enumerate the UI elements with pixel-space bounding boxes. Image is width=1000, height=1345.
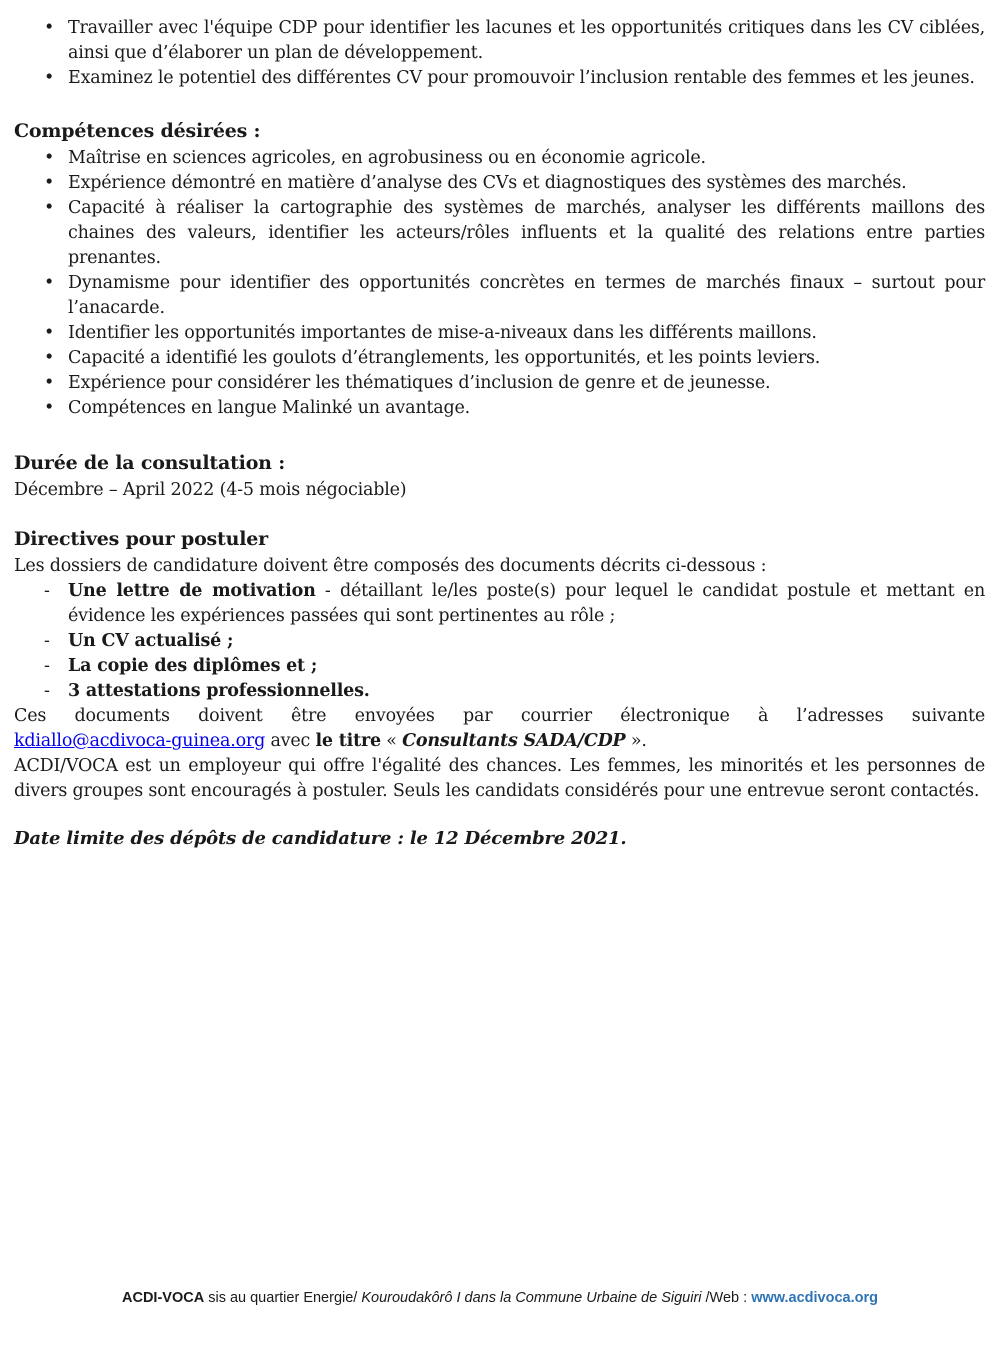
list-item <box>14 629 985 654</box>
job-title-reference: Consultants SADA/CDP <box>402 731 626 751</box>
list-item-text: Expérience pour considérer les thématiques d’inclusion de genre et de jeunesse. <box>68 373 771 393</box>
email-link[interactable]: kdiallo@acdivoca-guinea.org <box>14 731 266 751</box>
directives-intro: Les dossiers de candidature doivent être composés des documents décrits ci-dessous : <box>14 556 767 576</box>
documents-list <box>14 579 985 704</box>
list-item <box>14 579 985 629</box>
list-item-text: Travailler avec l'équipe CDP pour identifier les lacunes et les opportunités critiques dans les CV ciblées, ainsi que d’élaborer un plan de développement. <box>68 18 985 63</box>
document-name: La copie des diplômes et ; <box>68 656 318 676</box>
dash-marker: - <box>44 581 50 601</box>
bullet-marker: • <box>44 398 55 418</box>
section-heading-competences: Compétences désirées : <box>14 120 261 142</box>
responsibilities-list <box>14 16 985 91</box>
competences-list <box>14 146 985 421</box>
bullet-marker: • <box>44 173 55 193</box>
document-name: Un CV actualisé ; <box>68 631 234 651</box>
close-guillemet: ». <box>625 731 647 751</box>
list-item <box>14 16 985 66</box>
footer-website-link[interactable]: www.acdivoca.org <box>751 1290 878 1306</box>
bullet-marker: • <box>44 323 55 343</box>
list-item-text: Capacité a identifié les goulots d’étranglements, les opportunités, et les points leviers. <box>68 348 821 368</box>
equal-opportunity-statement: ACDI/VOCA est un employeur qui offre l'égalité des chances. Les femmes, les minorités et les personnes de divers groupes sont encouragés à postuler. Seuls les candidats considérés pour une entrevue seront contactés. <box>14 756 985 801</box>
duree-text: Décembre – April 2022 (4-5 mois négociable) <box>14 480 407 500</box>
list-item-text: Dynamisme pour identifier des opportunités concrètes en termes de marchés finaux – surtout pour l’anacarde. <box>68 273 985 318</box>
list-item-text <box>68 679 985 704</box>
section-heading-directives: Directives pour postuler <box>14 528 268 550</box>
list-item-text: Compétences en langue Malinké un avantage. <box>68 398 470 418</box>
document-name: Une lettre de motivation <box>68 581 316 601</box>
list-item <box>14 346 985 371</box>
footer-location: Kouroudakôrô I dans la Commune Urbaine de Siguiri <box>361 1290 702 1306</box>
apply-instructions-line1: Ces documents doivent être envoyées par courrier électronique à l’adresses suivante <box>14 706 985 726</box>
footer-web-label: /Web : <box>701 1290 752 1306</box>
list-item <box>14 371 985 396</box>
list-item-text: Identifier les opportunités importantes de mise-a-niveaux dans les différents maillons. <box>68 323 817 343</box>
list-item-text: Expérience démontré en matière d’analyse des CVs et diagnostiques des systèmes des marchés. <box>68 173 907 193</box>
page-footer <box>0 1289 1000 1308</box>
application-deadline: Date limite des dépôts de candidature : le 12 Décembre 2021. <box>14 828 627 849</box>
list-item <box>14 146 985 171</box>
bullet-marker: • <box>44 198 55 218</box>
document-name: 3 attestations professionnelles. <box>68 681 370 701</box>
bullet-marker: • <box>44 273 55 293</box>
bullet-marker: • <box>44 148 55 168</box>
list-item-text: Maîtrise en sciences agricoles, en agrobusiness ou en économie agricole. <box>68 148 706 168</box>
list-item <box>14 66 985 91</box>
open-guillemet: « <box>380 731 403 751</box>
list-item <box>14 654 985 679</box>
list-item <box>14 321 985 346</box>
list-item <box>14 396 985 421</box>
dash-marker: - <box>44 656 50 676</box>
list-item-text <box>68 629 985 654</box>
apply-text: avec <box>265 731 316 751</box>
list-item-text <box>68 579 985 629</box>
list-item <box>14 271 985 321</box>
list-item <box>14 196 985 271</box>
list-item-text: Examinez le potentiel des différentes CV pour promouvoir l’inclusion rentable des femmes et les jeunes. <box>68 68 975 88</box>
footer-address: sis au quartier Energie/ <box>204 1290 362 1306</box>
dash-marker: - <box>44 631 50 651</box>
list-item-text <box>68 654 985 679</box>
bullet-marker: • <box>44 18 55 38</box>
document-detail: - détaillant le/les poste(s) pour lequel le candidat postule et mettant en évidence les expériences passées qui sont pertinentes au rôle ; <box>68 581 986 626</box>
bullet-marker: • <box>44 373 55 393</box>
apply-text-bold: le titre <box>315 731 381 751</box>
apply-instructions-line2 <box>14 729 985 754</box>
bullet-marker: • <box>44 348 55 368</box>
footer-org-name: ACDI-VOCA <box>122 1290 205 1306</box>
list-item <box>14 679 985 704</box>
dash-marker: - <box>44 681 50 701</box>
list-item <box>14 171 985 196</box>
bullet-marker: • <box>44 68 55 88</box>
list-item-text: Capacité à réaliser la cartographie des systèmes de marchés, analyser les différents maillons des chaines des valeurs, identifier les acteurs/rôles influents et la qualité des relations entre parties prenantes. <box>68 198 985 268</box>
section-heading-duree: Durée de la consultation : <box>14 452 286 474</box>
